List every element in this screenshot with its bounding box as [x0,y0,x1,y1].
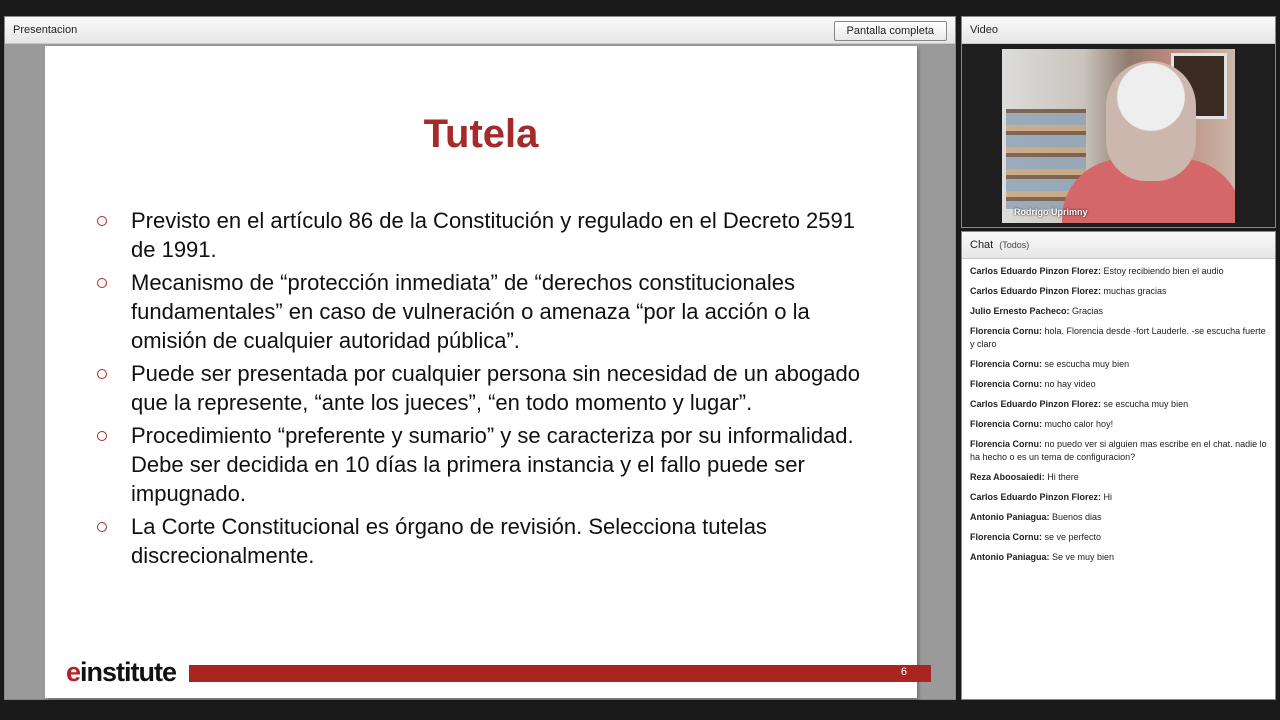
circle-bullet-icon [97,522,107,532]
bullet-item [97,206,867,264]
circle-bullet-icon [97,431,107,441]
chat-text: Estoy recibiendo bien el audio [1103,266,1224,276]
bullet-item [97,268,867,355]
slide-stage [5,44,955,699]
chat-sender: Carlos Eduardo Pinzon Florez: [970,286,1102,296]
chat-text: se ve perfecto [1044,532,1102,542]
chat-message [970,551,1267,564]
chat-sender: Antonio Paniagua: [970,512,1050,522]
chat-text: se escucha muy bien [1044,359,1130,369]
video-pod [961,16,1276,228]
video-area [962,44,1275,227]
chat-sender: Florencia Cornu: [970,419,1043,429]
chat-sender: Carlos Eduardo Pinzon Florez: [970,492,1102,502]
circle-bullet-icon [97,278,107,288]
chat-message [970,305,1267,318]
presentation-pod [4,16,956,700]
bullet-item [97,421,867,508]
einstitute-logo: einstitute [66,657,177,687]
chat-text: se escucha muy bien [1103,399,1189,409]
chat-pod [961,231,1276,700]
bullet-text: La Corte Constitucional es órgano de revisión. Selecciona tutelas discrecionalmente. [131,514,767,568]
chat-sender: Julio Ernesto Pacheco: [970,306,1070,316]
chat-message [970,378,1267,391]
chat-sender: Antonio Paniagua: [970,552,1050,562]
chat-sender: Florencia Cornu: [970,359,1043,369]
chat-sender: Florencia Cornu: [970,532,1043,542]
chat-message [970,511,1267,524]
chat-text: no puedo ver si alguien mas escribe en el chat. nadie lo ha hecho o es un tema de configuracion? [970,439,1267,462]
speaker-name: Rodrigo Uprimny [1014,207,1088,217]
bullet-item [97,359,867,417]
video-title: Video [970,24,998,36]
chat-text: Hi [1103,492,1113,502]
chat-text: muchas gracias [1103,286,1167,296]
chat-message-list[interactable] [962,259,1275,699]
chat-text: Se ve muy bien [1052,552,1115,562]
chat-scope[interactable]: (Todos) [999,240,1030,250]
chat-text: mucho calor hoy! [1044,419,1114,429]
bullet-list [97,206,867,574]
chat-text: Hi there [1047,472,1079,482]
chat-message [970,418,1267,431]
chat-text: no hay video [1044,379,1096,389]
chat-title: Chat [970,239,994,251]
bullet-text: Mecanismo de “protección inmediata” de “derechos constitucionales fundamentales” en caso de vulneración o amenaza “por la acción o la omisión de cualquier autoridad pública”. [131,270,810,353]
bullet-text: Procedimiento “preferente y sumario” y se caracteriza por su informalidad. Debe ser decidida en 10 días la primera instancia y el fallo puede ser impugnado. [131,423,854,506]
chat-sender: Florencia Cornu: [970,326,1043,336]
footer-bar [189,665,931,682]
chat-sender: Florencia Cornu: [970,439,1043,449]
chat-message [970,285,1267,298]
slide-title: Tutela [423,112,539,156]
chat-message [970,325,1267,351]
presentation-title: Presentacion [13,24,78,36]
chat-text: Buenos dias [1052,512,1102,522]
presentation-header [5,17,955,44]
chat-message [970,265,1267,278]
page-number: 6 [900,666,907,678]
chat-text: hola. Florencia desde -fort Lauderle. -se escucha fuerte y claro [970,326,1266,349]
speaker-head [1106,61,1196,181]
chat-message [970,531,1267,544]
chat-sender: Reza Aboosaiedi: [970,472,1045,482]
chat-header [962,232,1275,259]
bullet-item [97,512,867,570]
slide [45,46,917,698]
bullet-text: Puede ser presentada por cualquier persona sin necesidad de un abogado que la represente, “ante los jueces”, “en todo momento y lugar”. [131,361,860,415]
webcam-feed[interactable] [1002,49,1235,223]
circle-bullet-icon [97,216,107,226]
bullet-text: Previsto en el artículo 86 de la Constitución y regulado en el Decreto 2591 de 1991. [131,208,855,262]
chat-sender: Florencia Cornu: [970,379,1043,389]
fullscreen-button[interactable]: Pantalla completa [834,21,947,41]
video-header [962,17,1275,44]
circle-bullet-icon [97,369,107,379]
chat-message [970,438,1267,464]
chat-sender: Carlos Eduardo Pinzon Florez: [970,266,1102,276]
chat-message [970,358,1267,371]
chat-message [970,471,1267,484]
chat-message [970,491,1267,504]
chat-text: Gracias [1072,306,1104,316]
chat-message [970,398,1267,411]
chat-sender: Carlos Eduardo Pinzon Florez: [970,399,1102,409]
